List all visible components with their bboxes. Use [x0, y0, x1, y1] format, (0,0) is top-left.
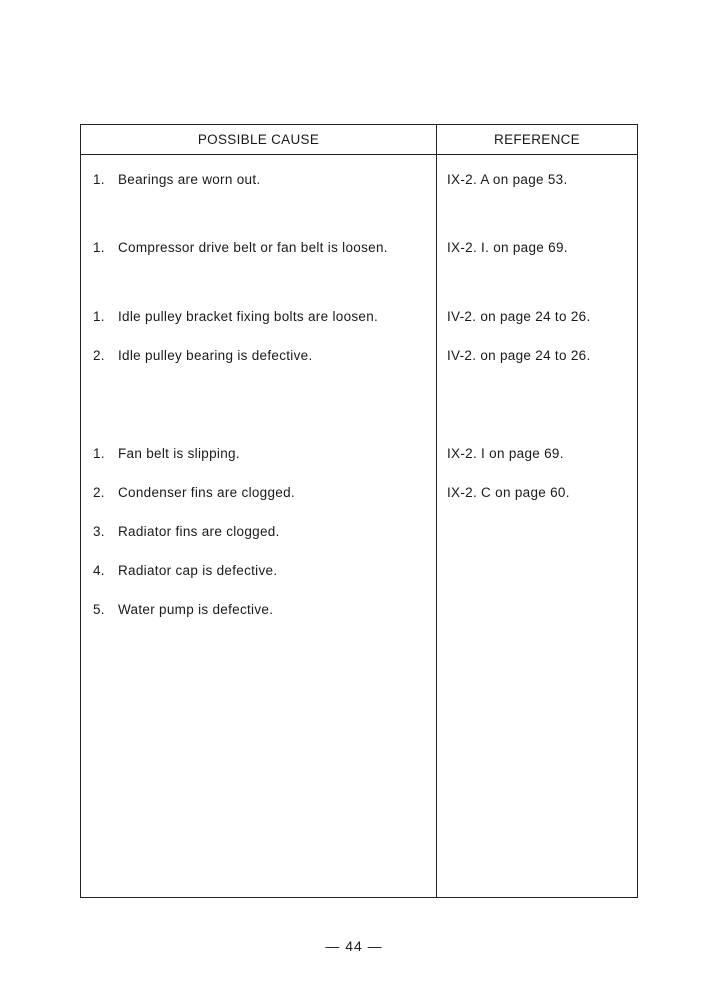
row-number: 1. [93, 240, 105, 255]
table-row [81, 601, 637, 619]
reference-text: IV-2. on page 24 to 26. [447, 348, 591, 363]
header-possible-cause: POSSIBLE CAUSE [197, 132, 320, 147]
row-number: 1. [93, 172, 105, 187]
row-number: 4. [93, 563, 105, 578]
reference-text: IV-2. on page 24 to 26. [447, 309, 591, 324]
page-number: — 44 — [325, 938, 383, 954]
table-row [81, 523, 637, 541]
header-reference: REFERENCE [494, 132, 580, 147]
row-number: 3. [93, 524, 105, 539]
reference-text: IX-2. C on page 60. [447, 485, 570, 500]
cause-text: Fan belt is slipping. [118, 446, 240, 461]
table-row [81, 347, 637, 365]
cause-text: Radiator fins are clogged. [118, 524, 280, 539]
cause-text: Radiator cap is defective. [118, 563, 278, 578]
reference-text: IX-2. I. on page 69. [447, 240, 568, 255]
table-row [81, 308, 637, 326]
table-row [81, 445, 637, 463]
row-number: 1. [93, 446, 105, 461]
reference-text: IX-2. A on page 53. [447, 172, 568, 187]
reference-text: IX-2. I on page 69. [447, 446, 564, 461]
row-number: 2. [93, 348, 105, 363]
cause-text: Compressor drive belt or fan belt is loosen. [118, 240, 388, 255]
table-row [81, 171, 637, 189]
row-number: 5. [93, 602, 105, 617]
table-header-row [81, 125, 637, 155]
troubleshooting-table [80, 124, 638, 898]
cause-text: Idle pulley bracket fixing bolts are loosen. [118, 309, 379, 324]
cause-text: Idle pulley bearing is defective. [118, 348, 313, 363]
row-number: 2. [93, 485, 105, 500]
row-number: 1. [93, 309, 105, 324]
cause-text: Water pump is defective. [118, 602, 274, 617]
table-row [81, 562, 637, 580]
table-row [81, 484, 637, 502]
cause-text: Condenser fins are clogged. [118, 485, 295, 500]
cause-text: Bearings are worn out. [118, 172, 261, 187]
table-row [81, 239, 637, 257]
